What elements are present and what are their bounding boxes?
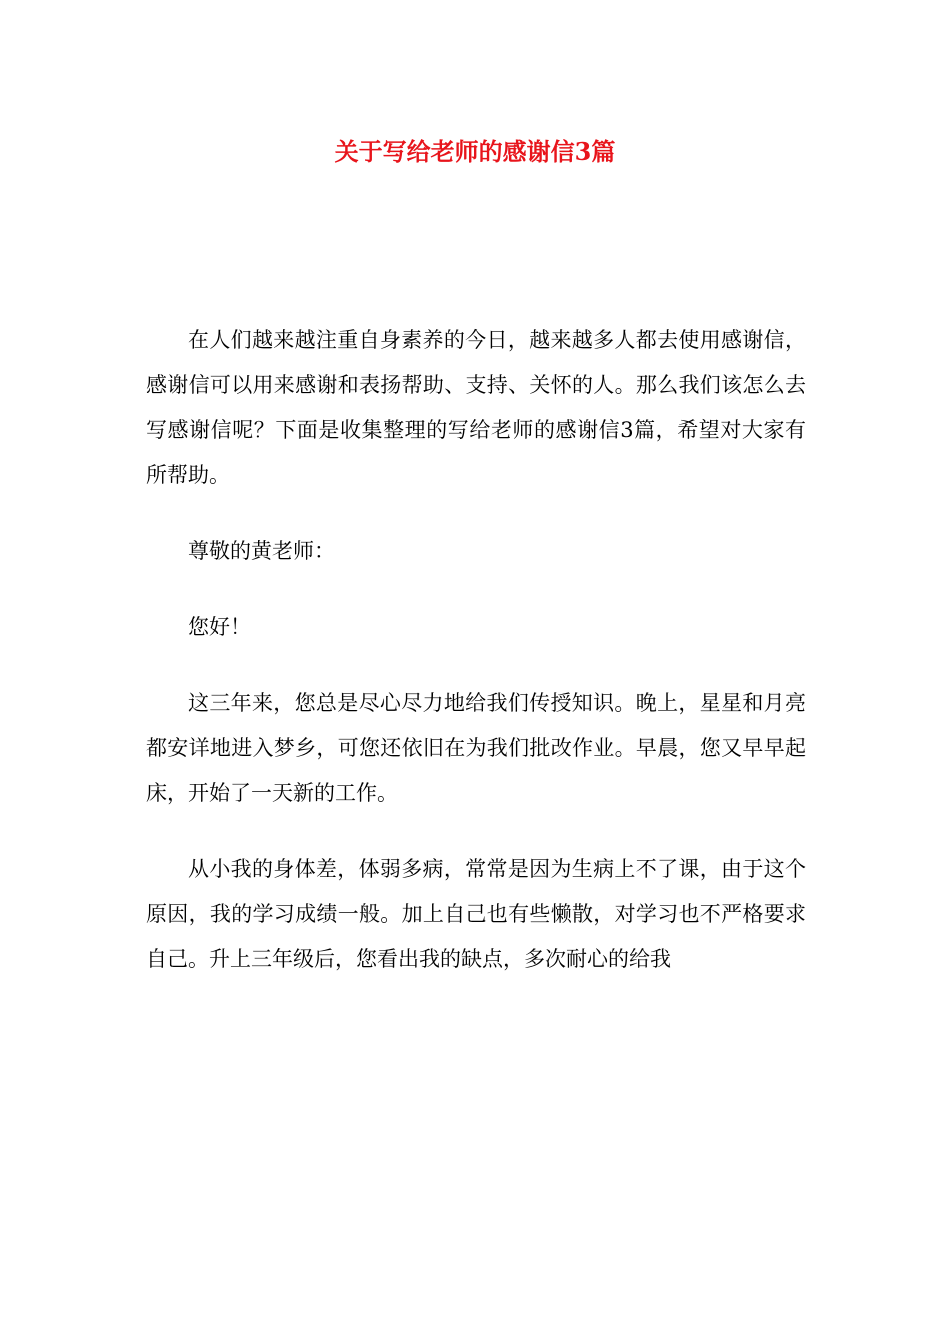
body-paragraph: 这三年来，您总是尽心尽力地给我们传授知识。晚上，星星和月亮都安详地进入梦乡，可您还依旧在为我们批改作业。早晨，您又早早起床，开始了一天新的工作。 [146,691,806,805]
salutation-paragraph: 尊敬的黄老师： [188,539,335,563]
body-paragraph: 从小我的身体差，体弱多病，常常是因为生病上不了课，由于这个原因，我的学习成绩一般。加上自己也有些懒散，对学习也不严格要求自己。升上三年级后，您看出我的缺点，多次耐心的给我 [146,857,806,971]
document-body [146,318,806,1013]
greeting-paragraph: 您好！ [188,615,251,639]
intro-paragraph: 在人们越来越注重自身素养的今日，越来越多人都去使用感谢信，感谢信可以用来感谢和表扬帮助、支持、关怀的人。那么我们该怎么去写感谢信呢？下面是收集整理的写给老师的感谢信3篇，希望对大家有所帮助。 [146,328,806,487]
document-title: 关于写给老师的感谢信3篇 [334,137,616,166]
